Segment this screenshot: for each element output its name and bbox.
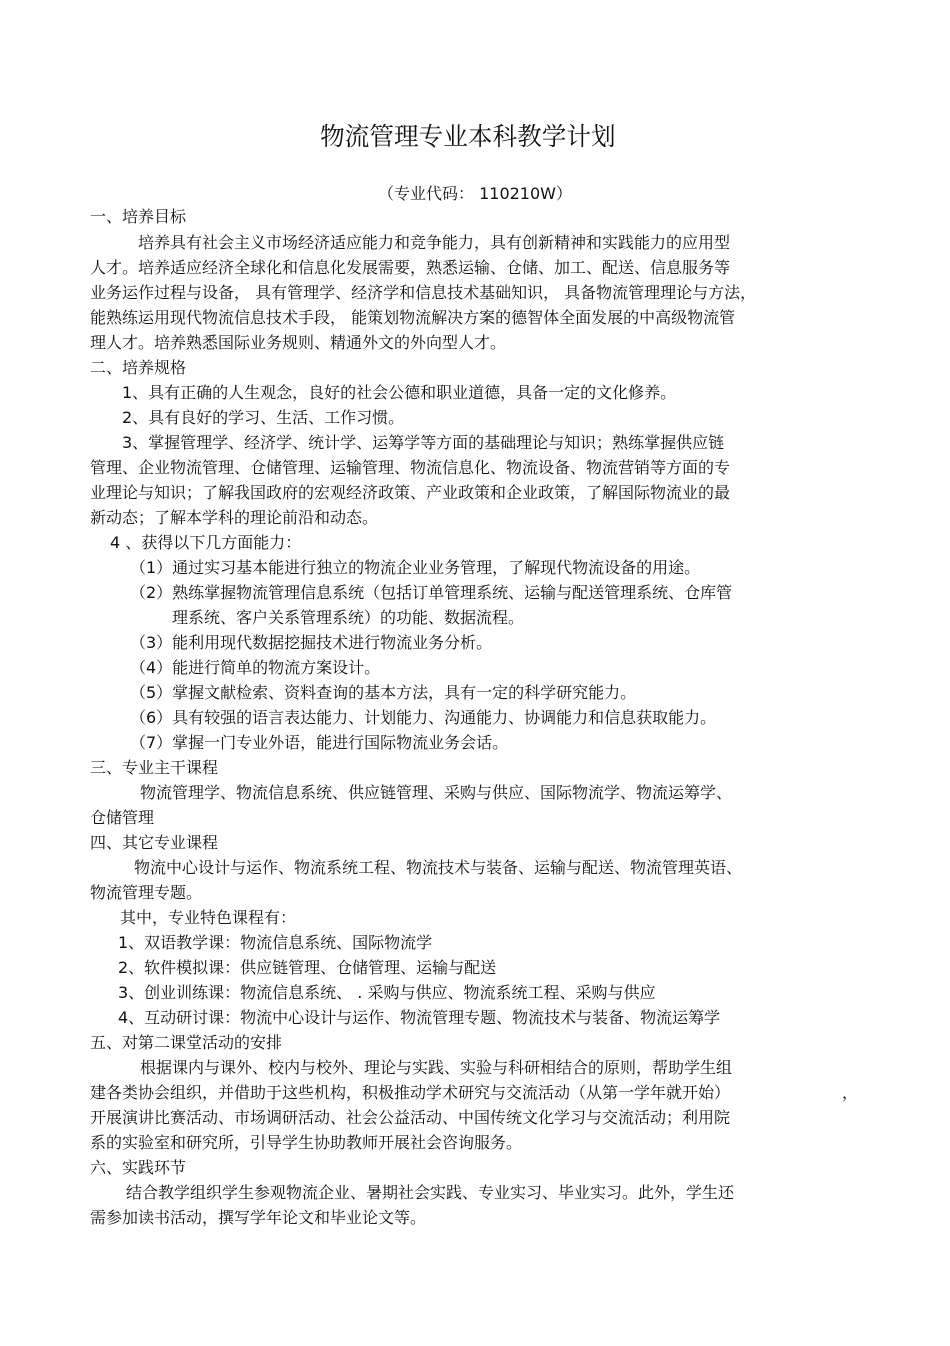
paragraph-line: 新动态；了解本学科的理论前沿和动态。 xyxy=(90,508,379,527)
stray-comma: ， xyxy=(842,1083,859,1102)
section-heading-goals: 一、培养目标 xyxy=(90,207,187,226)
page-title: 物流管理专业本科教学计划 xyxy=(320,122,616,151)
paragraph-line: 理人才。培养熟悉国际业务规则、精通外文的外向型人才。 xyxy=(90,333,507,352)
list-item: （2）熟练掌握物流管理信息系统（包括订单管理系统、运输与配送管理系统、仓库管 xyxy=(130,583,733,602)
list-item: （3）能利用现代数据挖掘技术进行物流业务分析。 xyxy=(130,633,493,652)
list-item: （4）能进行简单的物流方案设计。 xyxy=(130,658,381,677)
paragraph-line: 根据课内与课外、校内与校外、理论与实践、实验与科研相结合的原则，帮助学生组 xyxy=(140,1058,733,1077)
section-heading-core-courses: 三、专业主干课程 xyxy=(90,758,219,777)
list-item: （6）具有较强的语言表达能力、计划能力、沟通能力、协调能力和信息获取能力。 xyxy=(130,708,717,727)
section-heading-practice: 六、实践环节 xyxy=(90,1158,187,1177)
list-item: 3、掌握管理学、经济学、统计学、运筹学等方面的基础理论与知识；熟练掌握供应链 xyxy=(122,433,725,452)
list-item: 1、双语教学课：物流信息系统、国际物流学 xyxy=(118,933,433,952)
paragraph-line: 理系统、客户关系管理系统）的功能、数据流程。 xyxy=(172,608,525,627)
section-heading-extracurricular: 五、对第二课堂活动的安排 xyxy=(90,1033,283,1052)
list-item: 2、具有良好的学习、生活、工作习惯。 xyxy=(122,408,405,427)
list-item: （7）掌握一门专业外语，能进行国际物流业务会话。 xyxy=(130,733,509,752)
paragraph-line: 开展演讲比赛活动、市场调研活动、社会公益活动、中国传统文化学习与交流活动；利用院 xyxy=(90,1108,731,1127)
paragraph-line: 其中，专业特色课程有： xyxy=(120,908,297,927)
paragraph-line: 系的实验室和研究所，引导学生协助教师开展社会咨询服务。 xyxy=(90,1133,523,1152)
paragraph-line: 管理、企业物流管理、仓储管理、运输管理、物流信息化、物流设备、物流营销等方面的专 xyxy=(90,458,731,477)
program-code: （专业代码： 110210W） xyxy=(378,184,572,203)
paragraph-line: 建各类协会组织，并借助于这些机构，积极推动学术研究与交流活动（从第一学年就开始） xyxy=(90,1083,731,1102)
paragraph-line: 物流中心设计与运作、物流系统工程、物流技术与装备、运输与配送、物流管理英语、 xyxy=(134,858,743,877)
paragraph-line: 物流管理学、物流信息系统、供应链管理、采购与供应、国际物流学、物流运筹学、 xyxy=(140,783,733,802)
section-heading-other-courses: 四、其它专业课程 xyxy=(90,833,219,852)
list-item: 3、创业训练课：物流信息系统、 . 采购与供应、物流系统工程、采购与供应 xyxy=(118,983,656,1002)
paragraph-line: 业务运作过程与设备， 具有管理学、经济学和信息技术基础知识， 具备物流管理理论与方法， xyxy=(90,283,757,302)
paragraph-line: 人才。培养适应经济全球化和信息化发展需要，熟悉运输、仓储、加工、配送、信息服务等 xyxy=(90,258,731,277)
list-item: 1、具有正确的人生观念，良好的社会公德和职业道德，具备一定的文化修养。 xyxy=(122,383,677,402)
section-heading-specs: 二、培养规格 xyxy=(90,358,187,377)
paragraph-line: 物流管理专题。 xyxy=(90,883,203,902)
paragraph-line: 能熟练运用现代物流信息技术手段， 能策划物流解决方案的德智体全面发展的中高级物流管 xyxy=(90,308,736,327)
paragraph-line: 业理论与知识；了解我国政府的宏观经济政策、产业政策和企业政策，了解国际物流业的最 xyxy=(90,483,731,502)
list-item: 4、互动研讨课：物流中心设计与运作、物流管理专题、物流技术与装备、物流运筹学 xyxy=(118,1008,721,1027)
paragraph-line: 需参加读书活动，撰写学年论文和毕业论文等。 xyxy=(90,1208,427,1227)
list-item: （1）通过实习基本能进行独立的物流企业业务管理，了解现代物流设备的用途。 xyxy=(130,558,701,577)
list-item: 2、软件模拟课：供应链管理、仓储管理、运输与配送 xyxy=(118,958,497,977)
list-item: 4 、获得以下几方面能力： xyxy=(110,533,302,552)
paragraph-line: 结合教学组织学生参观物流企业、暑期社会实践、专业实习、毕业实习。此外，学生还 xyxy=(126,1183,735,1202)
list-item: （5）掌握文献检索、资料查询的基本方法，具有一定的科学研究能力。 xyxy=(130,683,637,702)
paragraph-line: 仓储管理 xyxy=(90,808,155,827)
paragraph-line: 培养具有社会主义市场经济适应能力和竞争能力，具有创新精神和实践能力的应用型 xyxy=(138,233,731,252)
